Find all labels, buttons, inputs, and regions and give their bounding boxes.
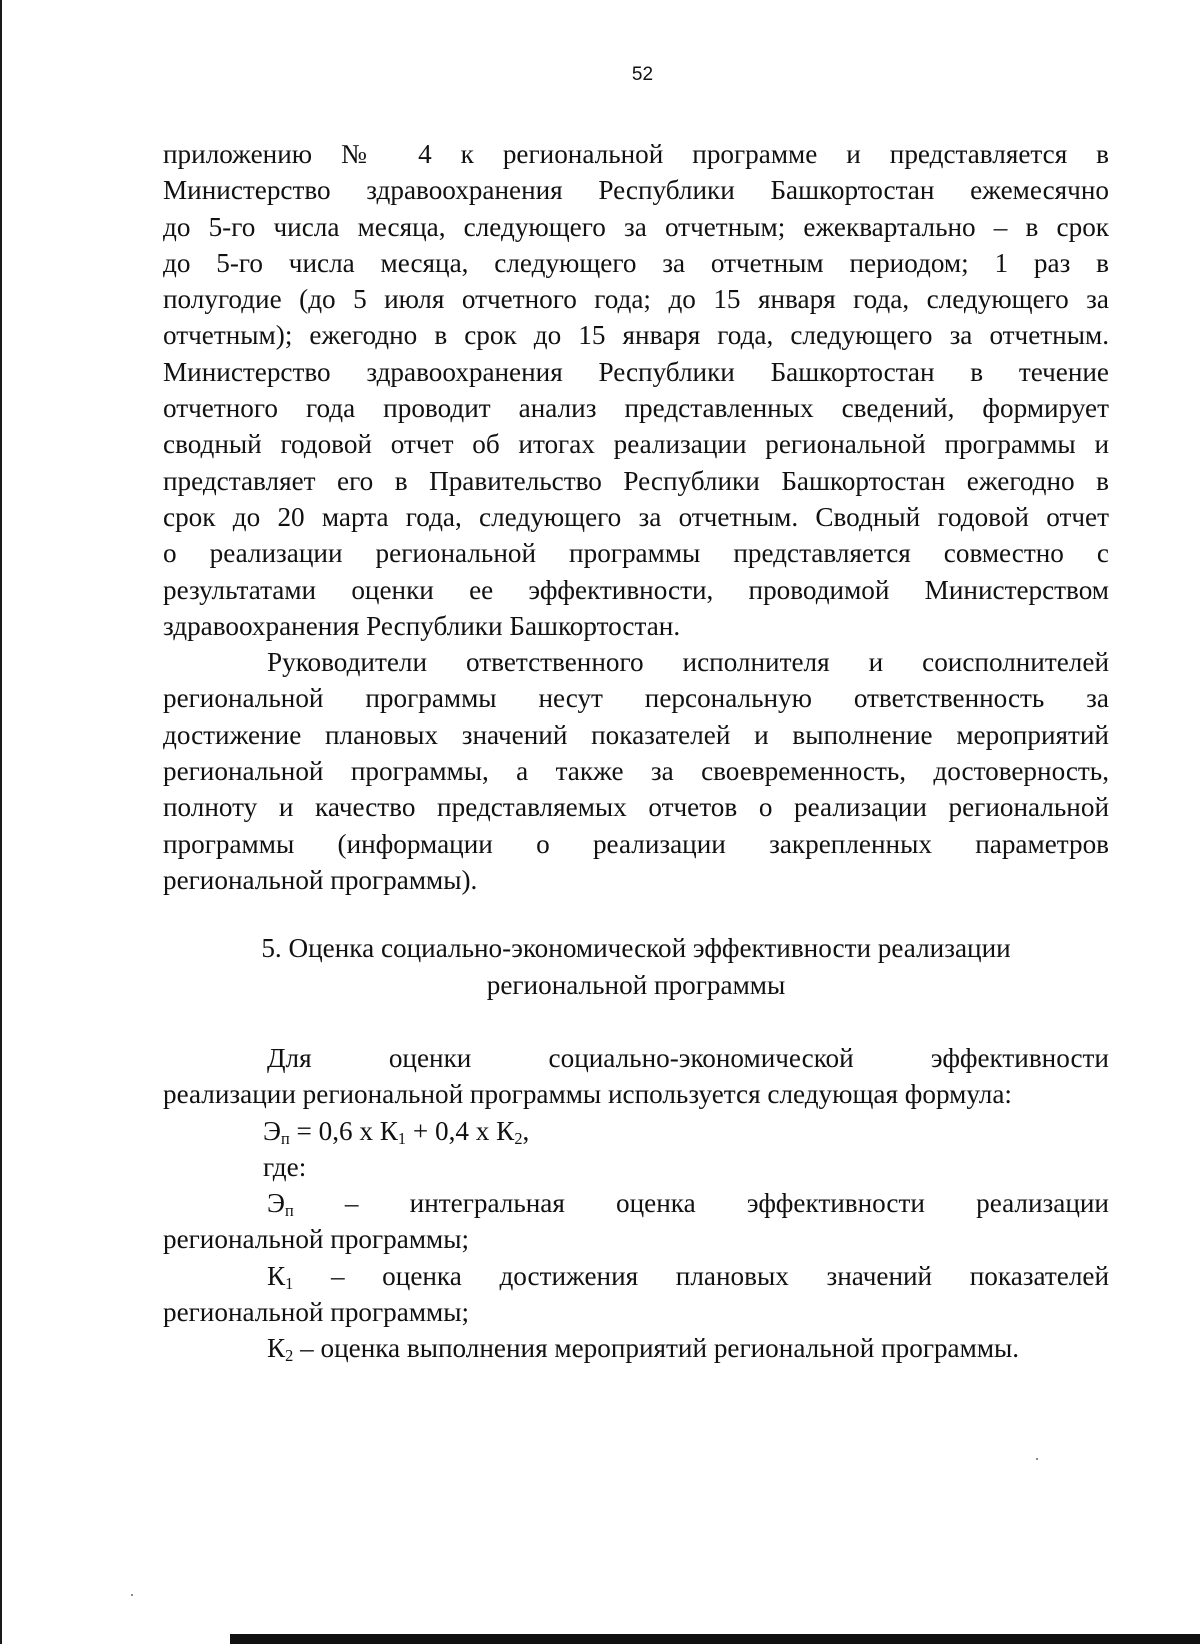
text-line: $К_1$ – оценка достижения плановых значений показателей — [267, 1260, 1109, 1293]
text-line: отчетного года проводит анализ представленных сведений, формирует — [163, 393, 1109, 424]
text-line: $Э_п$ – интегральная оценка эффективности реализации — [267, 1188, 1109, 1221]
efficiency-formula: $Э_п = 0,6$ x $К_1 + 0,4$ x $К_2$, — [263, 1115, 530, 1148]
body-text-top — [163, 136, 1109, 898]
where-label: где: — [263, 1151, 307, 1182]
scan-bottom-edge — [230, 1634, 1200, 1644]
text-line: сводный годовой отчет об итогах реализации региональной программы и — [163, 429, 1109, 460]
section-heading-line1: 5. Оценка социально-экономической эффективности реализации — [261, 933, 1011, 963]
definition-k1 — [163, 1258, 1109, 1331]
text-line: результатами оценки ее эффективности, проводимой Министерством — [163, 574, 1109, 605]
paragraph-formula-intro — [163, 1040, 1109, 1113]
definition-ep — [163, 1185, 1109, 1258]
text-line: Для оценки социально-экономической эффективности — [267, 1043, 1109, 1073]
text-line: полноту и качество представляемых отчетов о реализации региональной — [163, 792, 1109, 823]
text-line: приложению № 4 к региональной программе и представляется в — [163, 139, 1109, 169]
text-line: срок до 20 марта года, следующего за отчетным. Сводный годовой отчет — [163, 501, 1109, 532]
scan-speck — [1036, 1458, 1038, 1460]
text-line: отчетным); ежегодно в срок до 15 января года, следующего за отчетным. — [163, 320, 1109, 351]
text-line: о реализации региональной программы представляется совместно с — [163, 538, 1109, 569]
text-line: реализации региональной программы используется следующая формула: — [163, 1079, 1012, 1110]
text-line: региональной программы; — [163, 1297, 470, 1328]
section-heading-line2: региональной программы — [486, 970, 786, 1000]
text-line: представляет его в Правительство Республики Башкортостан ежегодно в — [163, 465, 1109, 496]
text-line: Руководители ответственного исполнителя и соисполнителей — [267, 647, 1109, 678]
section-heading — [163, 930, 1109, 1004]
text-line: Министерство здравоохранения Республики Башкортостан ежемесячно — [163, 175, 1109, 206]
scan-speck — [131, 1594, 133, 1596]
text-line: полугодие (до 5 июля отчетного года; до 15 января года, следующего за — [163, 284, 1109, 315]
text-line: до 5-го числа месяца, следующего за отчетным периодом; 1 раз в — [163, 247, 1109, 278]
text-line: программы (информации о реализации закрепленных параметров — [163, 828, 1109, 859]
text-line: здравоохранения Республики Башкортостан. — [163, 610, 681, 641]
page-number: 52 — [631, 64, 654, 85]
text-line: региональной программы; — [163, 1224, 470, 1255]
text-line: до 5-го числа месяца, следующего за отчетным; ежеквартально – в срок — [163, 211, 1109, 242]
body-text-formula — [163, 1040, 1109, 1367]
text-line: региональной программы, а также за своевременность, достоверность, — [163, 756, 1109, 787]
scan-left-edge — [0, 0, 2, 1644]
text-line: региональной программы). — [163, 864, 478, 895]
text-line: $К_2$ – оценка выполнения мероприятий региональной программы. — [267, 1333, 1020, 1366]
text-line: региональной программы несут персональную ответственность за — [163, 683, 1109, 714]
paragraph-responsibility — [163, 644, 1109, 898]
definition-k2 — [163, 1330, 1109, 1366]
text-line: Министерство здравоохранения Республики Башкортостан в течение — [163, 356, 1109, 387]
text-line: достижение плановых значений показателей и выполнение мероприятий — [163, 719, 1109, 750]
paragraph-reporting — [163, 136, 1109, 644]
